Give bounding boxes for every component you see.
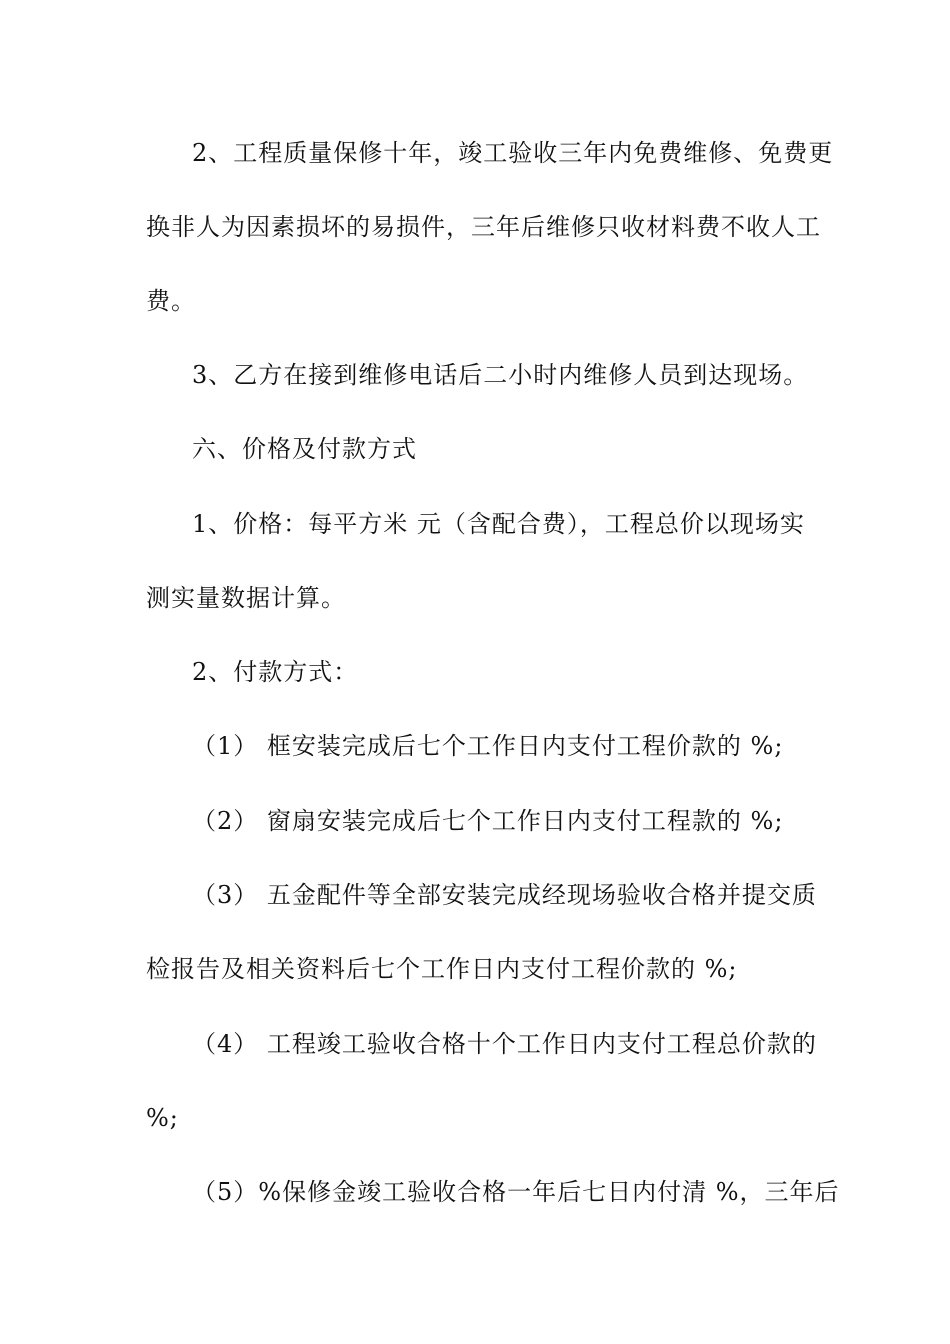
paragraph-line: 2、工程质量保修十年，竣工验收三年内免费维修、免费更: [192, 139, 834, 167]
paragraph-line: 3、乙方在接到维修电话后二小时内维修人员到达现场。: [192, 361, 809, 389]
paragraph-line: 2、付款方式：: [192, 658, 359, 686]
list-item: （1） 框安装完成后七个工作日内支付工程价款的 %;: [192, 732, 784, 760]
list-item: （4） 工程竣工验收合格十个工作日内支付工程总价款的: [192, 1030, 817, 1058]
list-item-continuation: 检报告及相关资料后七个工作日内支付工程价款的 %;: [146, 955, 738, 983]
paragraph-line: 1、价格：每平方米 元（含配合费），工程总价以现场实: [192, 510, 805, 538]
paragraph-line: 费。: [146, 287, 196, 315]
section-heading: 六、价格及付款方式: [192, 435, 417, 463]
paragraph-line: 测实量数据计算。: [146, 584, 346, 612]
paragraph-line: 换非人为因素损坏的易损件，三年后维修只收材料费不收人工: [146, 213, 821, 241]
list-item: （3） 五金配件等全部安装完成经现场验收合格并提交质: [192, 881, 817, 909]
list-item: （2） 窗扇安装完成后七个工作日内支付工程款的 %;: [192, 807, 784, 835]
list-item: （5）%保修金竣工验收合格一年后七日内付清 %，三年后: [192, 1178, 840, 1206]
list-item-continuation: %;: [146, 1104, 179, 1132]
